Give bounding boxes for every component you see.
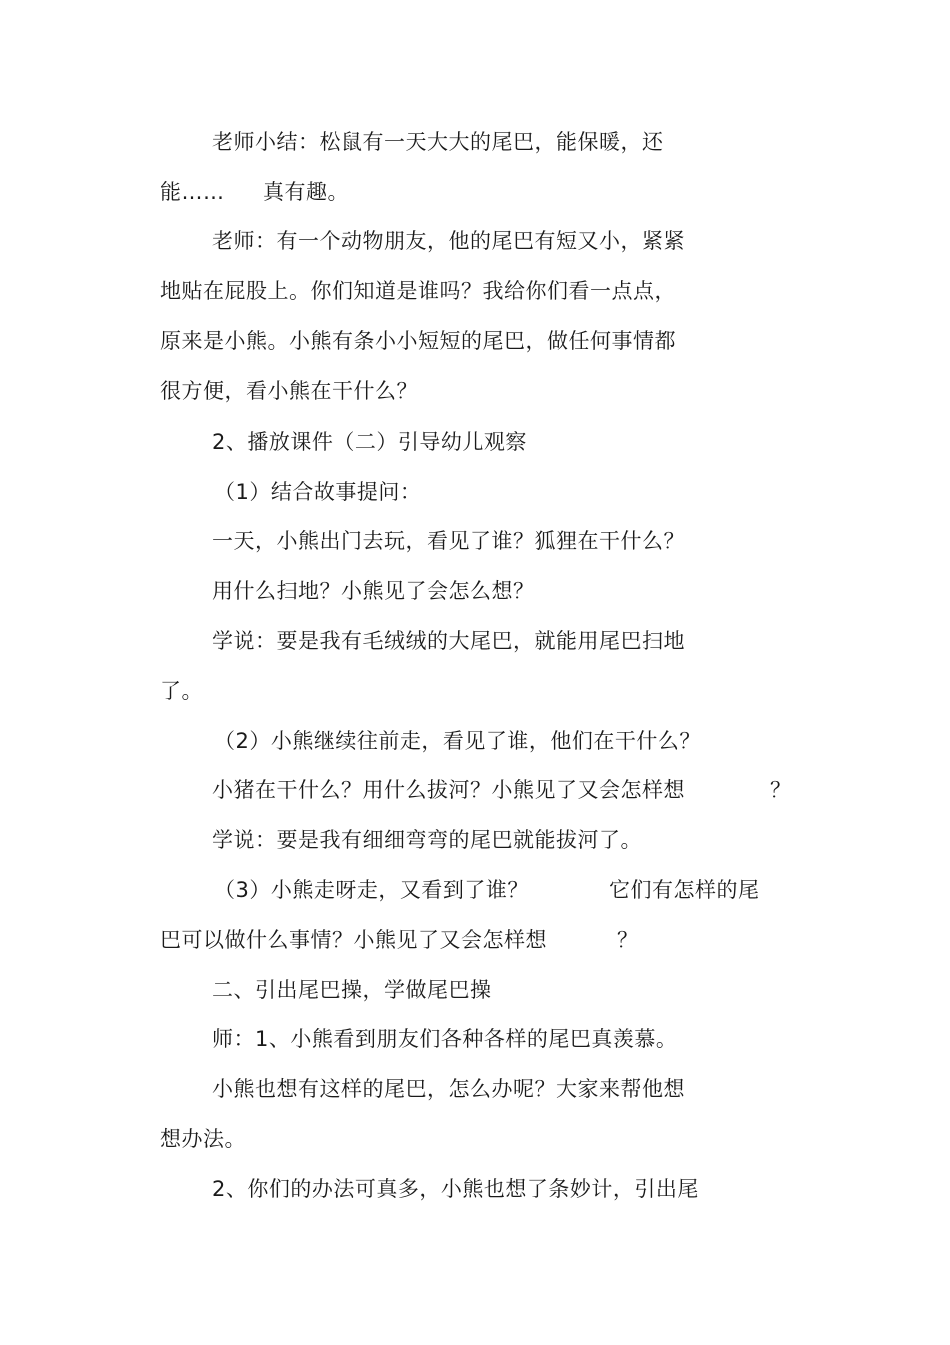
text-segment: 原来是小熊。小熊有条小小短短的尾巴，做任何事情都 — [160, 329, 676, 353]
text-segment: 二、引出尾巴操，学做尾巴操 — [212, 978, 492, 1002]
text-segment: 2、你们的办法可真多，小熊也想了条妙计，引出尾 — [212, 1177, 699, 1201]
text-segment: 小熊也想有这样的尾巴，怎么办呢？大家来帮他想 — [212, 1077, 685, 1101]
text-segment: 能…… — [160, 180, 225, 204]
text-segment: 巴可以做什么事情？小熊见了又会怎样想 — [160, 928, 547, 952]
text-segment: 老师小结：松鼠有一天大大的尾巴，能保暖，还 — [212, 130, 664, 154]
text-segment: 师：1、小熊看到朋友们各种各样的尾巴真羡慕。 — [212, 1027, 678, 1051]
text-segment: 一天，小熊出门去玩，看见了谁？狐狸在干什么？ — [212, 529, 685, 553]
text-segment: 了。 — [160, 679, 203, 703]
text-segment: 很方便，看小熊在干什么？ — [160, 379, 418, 403]
text-segment: 地贴在屁股上。你们知道是谁吗？我给你们看一点点， — [160, 279, 676, 303]
text-segment: （1）结合故事提问： — [214, 480, 422, 504]
text-segment: 老师：有一个动物朋友，他的尾巴有短又小，紧紧 — [212, 229, 685, 253]
text-segment: ？ — [617, 928, 639, 952]
text-segment: 学说：要是我有细细弯弯的尾巴就能拔河了。 — [212, 828, 642, 852]
text-segment: 用什么扫地？小熊见了会怎么想？ — [212, 579, 535, 603]
text-segment: 小猪在干什么？用什么拔河？小熊见了又会怎样想 — [212, 778, 685, 802]
text-segment: 它们有怎样的尾 — [609, 878, 760, 902]
text-segment: ？ — [770, 778, 792, 802]
text-segment: 2、播放课件（二）引导幼儿观察 — [212, 430, 527, 454]
text-segment: （3）小熊走呀走，又看到了谁？ — [214, 878, 529, 902]
text-segment: 学说：要是我有毛绒绒的大尾巴，就能用尾巴扫地 — [212, 629, 685, 653]
text-segment: （2）小熊继续往前走，看见了谁，他们在干什么？ — [214, 729, 701, 753]
text-segment: 想办法。 — [160, 1127, 246, 1151]
text-segment: 真有趣。 — [263, 180, 349, 204]
